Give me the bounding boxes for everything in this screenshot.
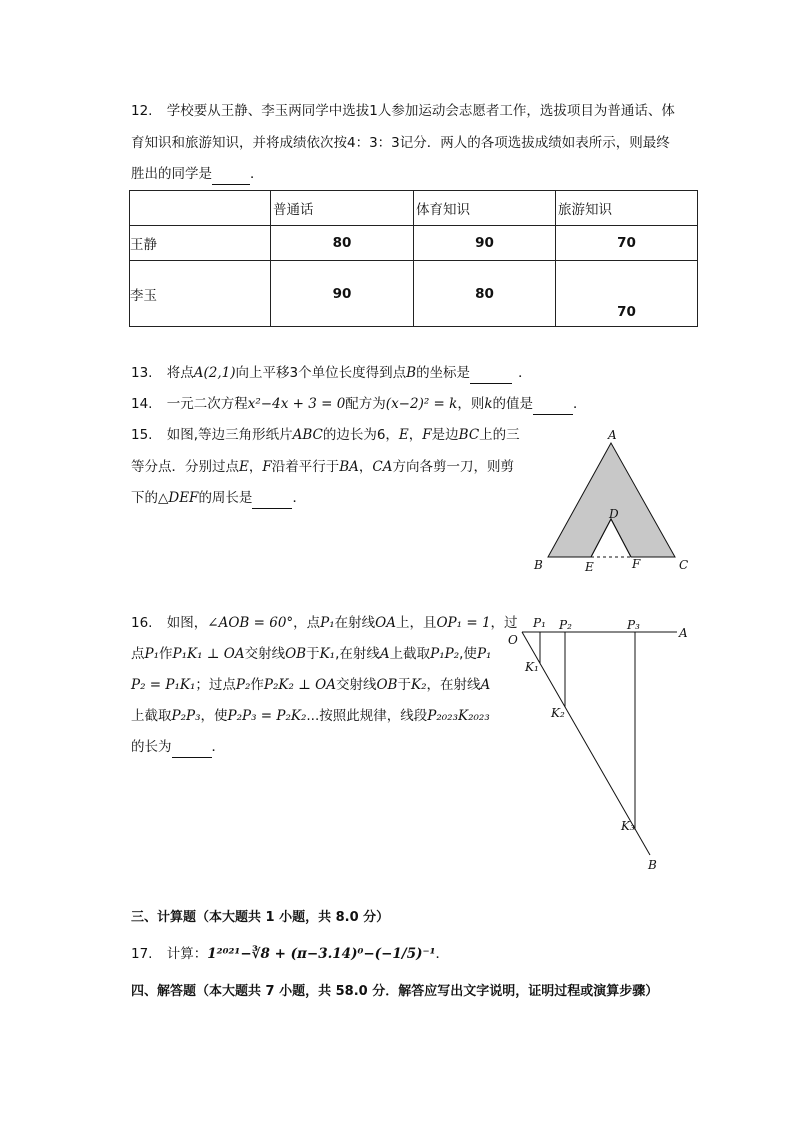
section3-heading: 三、计算题（本大题共 1 小题，共 8.0 分） [131,910,390,925]
q14-number: 14. [131,396,153,412]
q15-e: E [398,427,409,443]
q16-ray-figure [505,612,705,877]
q14-text: 配方为 [345,396,386,412]
table-cell: 90 [271,261,414,327]
label-p3: P₃ [627,618,640,632]
q17-number: 17. [131,946,153,962]
q13-answer-blank[interactable] [470,367,512,384]
q16-ob: OB [285,646,307,662]
q15-end: ． [292,490,306,506]
q12-line1 [131,100,675,122]
q16-line2 [131,643,491,665]
q16-text: ,在射线 [335,646,380,662]
q16-a: A [480,677,491,693]
q16-end: ． [211,739,225,755]
table-row [130,226,698,261]
q12-line3 [131,163,264,185]
q13-end: ． [518,365,532,381]
q16-ob: OB [376,677,398,693]
q16-text: 在射线 [334,615,376,631]
q14-answer-blank[interactable] [533,398,573,415]
q16-p2: P₂ [235,677,251,693]
q16-p1: P₁ [144,646,159,662]
label-f: F [632,557,641,571]
q16-text: 上截取 [131,708,172,724]
q15-f: F [262,459,272,475]
q15-ca: CA [372,459,393,475]
q15-text: ， [408,427,423,443]
q16-a: A [379,646,390,662]
label-k2: K₂ [551,706,565,720]
label-k3: K₃ [621,819,635,833]
q15-bc: BC [458,427,480,443]
q12-end: ． [250,166,264,182]
q17-text: 计算： [166,946,208,962]
q16-k1: K₁ [319,646,336,662]
q15-text: 方向各剪一刀，则剪 [392,459,514,475]
q16-p1: P₁ [476,646,492,662]
q16-line1 [131,612,518,634]
label-p2: P₂ [559,618,572,632]
q16-text: 点 [131,646,145,662]
q13-point-b: B [406,365,417,381]
q14-equation: (x−2)² = k [385,396,458,412]
label-c: C [679,558,689,572]
q16-text: ,使 [459,646,477,662]
table-header-cell: 体育知识 [414,191,556,226]
q16-angle: ∠AOB = 60° [207,615,294,631]
q15-line2 [131,456,514,478]
table-header-cell: 普通话 [271,191,414,226]
q14-text: 的值是 [492,396,534,412]
q15-text: ， [358,459,373,475]
q15-f: F [422,427,432,443]
q17-expression: 1²⁰²¹−∛8 + (π−3.14)⁰−(−1/5)⁻¹ [207,946,436,962]
label-o: O [508,633,518,647]
q16-p2k2: P₂K₂ ⊥ OA [263,677,336,693]
q16-oa: OA [375,615,396,631]
q16-text: 交射线 [335,677,377,693]
label-a: A [679,626,688,640]
table-cell: 70 [556,226,698,261]
q16-text: 的长为 [131,739,172,755]
q16-text: 于 [397,677,411,693]
label-b: B [534,558,543,572]
q12-line2: 育知识和旅游知识，并将成绩依次按4：3：3记分．两人的各项选拔成绩如表所示，则最终 [131,135,670,151]
label-b: B [648,858,657,872]
q15-number: 15. [131,427,153,443]
q12-answer-blank[interactable] [212,168,250,185]
table-header-cell: 旅游知识 [556,191,698,226]
shaded-region [548,443,675,557]
q16-number: 16. [131,615,153,631]
q15-line1 [131,424,520,446]
q16-text: ，在射线 [426,677,481,693]
q16-eq: P₂P₃ = P₂K₂ [227,708,307,724]
label-d: D [609,507,619,521]
q15-triangle-figure [528,425,703,575]
table-cell: 90 [414,226,556,261]
table-header-cell [130,191,271,226]
score-table [129,190,698,327]
label-e: E [585,560,594,574]
q16-text: 交射线 [244,646,286,662]
q16-line3 [131,674,490,696]
q16-p2p3: P₂P₃ [171,708,201,724]
q16-text: 作 [250,677,264,693]
q16-answer-blank[interactable] [172,741,212,758]
q16-text: ，过 [490,615,518,631]
table-row-name: 李玉 [130,261,271,327]
q16-text: 作 [159,646,173,662]
q15-line3 [131,487,306,509]
q12-text3: 胜出的同学是 [131,166,212,182]
q13-text: 向上平移3个单位长度得到点 [235,365,407,381]
q14-k: k [484,396,493,412]
q16-p1k1: P₁K₁ ⊥ OA [172,646,245,662]
q12-number: 12. [131,103,153,119]
q16-k2: K₂ [410,677,427,693]
section4-heading: 四、解答题（本大题共 7 小题，共 58.0 分．解答应写出文字说明，证明过程或演算步骤） [131,984,659,999]
q13-line [131,362,532,384]
label-a: A [608,428,617,442]
q16-text: 于 [306,646,320,662]
q15-ba: BA [339,459,359,475]
q15-text: ， [248,459,263,475]
label-k1: K₁ [525,660,539,674]
q16-text: 上，且 [395,615,437,631]
q14-end: ． [573,396,587,412]
q14-equation: x²−4x + 3 = 0 [247,396,346,412]
q13-text: 将点 [166,365,194,381]
q16-text: 如图， [166,615,208,631]
label-p1: P₁ [533,616,546,630]
table-cell: 80 [271,226,414,261]
table-header-row [130,191,698,226]
q15-answer-blank[interactable] [252,492,292,509]
table-cell: 70 [556,261,698,327]
q16-p1: P₁ [320,615,335,631]
q15-text: 沿着平行于 [271,459,340,475]
q15-abc: ABC [292,427,323,443]
q15-text: 下的 [131,490,158,506]
q16-line5 [131,736,225,758]
q15-text: 等分点．分别过点 [131,459,239,475]
q16-text: ，使 [200,708,228,724]
q16-p1p2: P₁P₂ [430,646,460,662]
q15-e: E [239,459,249,475]
q16-text: ；过点 [195,677,236,693]
q15-def: △DEF [158,490,199,506]
table-cell: 80 [414,261,556,327]
q16-segment: P₂₀₂₃K₂₀₂₃ [427,708,490,724]
q13-point: A(2,1) [193,365,236,381]
q15-text: 是边 [431,427,459,443]
q16-text: ，点 [293,615,321,631]
q12-text1: 学校要从王静、李玉两同学中选拔1人参加运动会志愿者工作，选拔项目为普通话、体 [166,103,675,119]
q16-text: ...按照此规律，线段 [306,708,428,724]
q15-text: 的边长为6， [322,427,399,443]
q15-text: 如图,等边三角形纸片 [166,427,293,443]
q13-number: 13. [131,365,153,381]
q16-op1: OP₁ = 1 [436,615,491,631]
table-row-name: 王静 [130,226,271,261]
q15-text: 上的三 [479,427,520,443]
q17-line [131,943,449,965]
q16-text: 上截取 [389,646,431,662]
q14-line [131,393,587,415]
q14-text: ，则 [457,396,485,412]
q13-text: 的坐标是 [416,365,471,381]
table-row [130,261,698,327]
q16-eq: P₂ = P₁K₁ [131,677,196,693]
q15-text: 的周长是 [198,490,253,506]
q17-end: ． [435,946,450,962]
q16-line4 [131,705,490,727]
q14-text: 一元二次方程 [166,396,248,412]
